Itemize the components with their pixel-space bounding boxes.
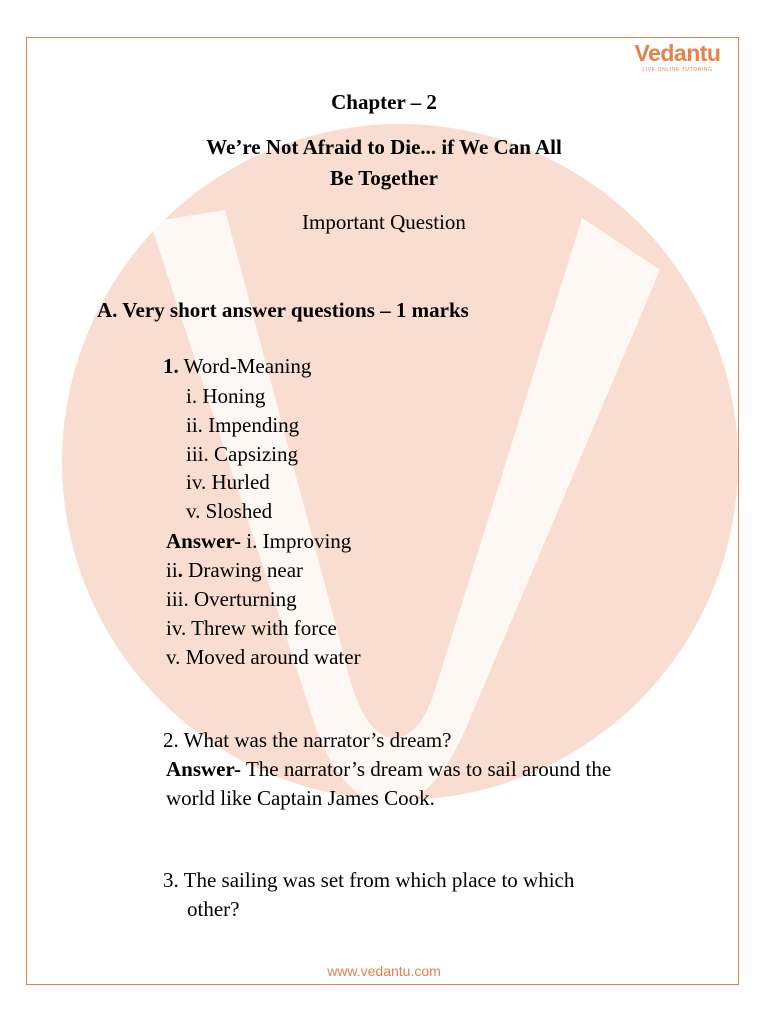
answer-label: Answer-	[166, 757, 242, 781]
q3-question-line-2: other?	[187, 897, 240, 921]
answer-item: v. Moved around water	[166, 645, 361, 669]
logo-wordmark: Vedantu	[634, 40, 721, 66]
q2-answer-text: The narrator’s dream was to sail around the	[245, 757, 612, 781]
q2-question: 2. What was the narrator’s dream?	[163, 728, 452, 752]
q2-answer-line-2: world like Captain James Cook.	[166, 786, 435, 810]
section-heading: A. Very short answer questions – 1 marks	[97, 298, 469, 322]
logo-tagline: LIVE ONLINE TUTORING	[642, 67, 713, 73]
answer-prefix: ii	[166, 558, 178, 582]
answer-item: iv. Threw with force	[166, 616, 337, 640]
q1-number: 1.	[163, 354, 179, 378]
q1-answer-line-2	[166, 560, 303, 581]
word-item: iii. Capsizing	[186, 442, 298, 466]
chapter-heading: Chapter – 2	[331, 90, 437, 114]
answer-label: Answer-	[166, 529, 242, 553]
word-item: i. Honing	[186, 384, 266, 408]
title-line-2: Be Together	[330, 166, 438, 190]
q1-heading	[163, 356, 311, 377]
subtitle: Important Question	[302, 210, 466, 234]
q2-answer-line-1	[166, 759, 611, 780]
title-line-1: We’re Not Afraid to Die... if We Can All	[206, 135, 562, 159]
q1-answer-line-1	[166, 531, 351, 552]
answer-item: i. Improving	[246, 529, 352, 553]
word-item: v. Sloshed	[186, 499, 273, 523]
q1-title: Word-Meaning	[183, 354, 312, 378]
answer-item: Drawing near	[188, 558, 304, 582]
word-item: ii. Impending	[186, 413, 300, 437]
vedantu-logo	[620, 40, 735, 80]
answer-dot: .	[177, 558, 183, 582]
answer-item: iii. Overturning	[166, 587, 297, 611]
q3-question-line-1: 3. The sailing was set from which place to which	[163, 868, 575, 892]
footer-website-link[interactable]: www.vedantu.com	[327, 963, 441, 979]
word-item: iv. Hurled	[186, 470, 270, 494]
